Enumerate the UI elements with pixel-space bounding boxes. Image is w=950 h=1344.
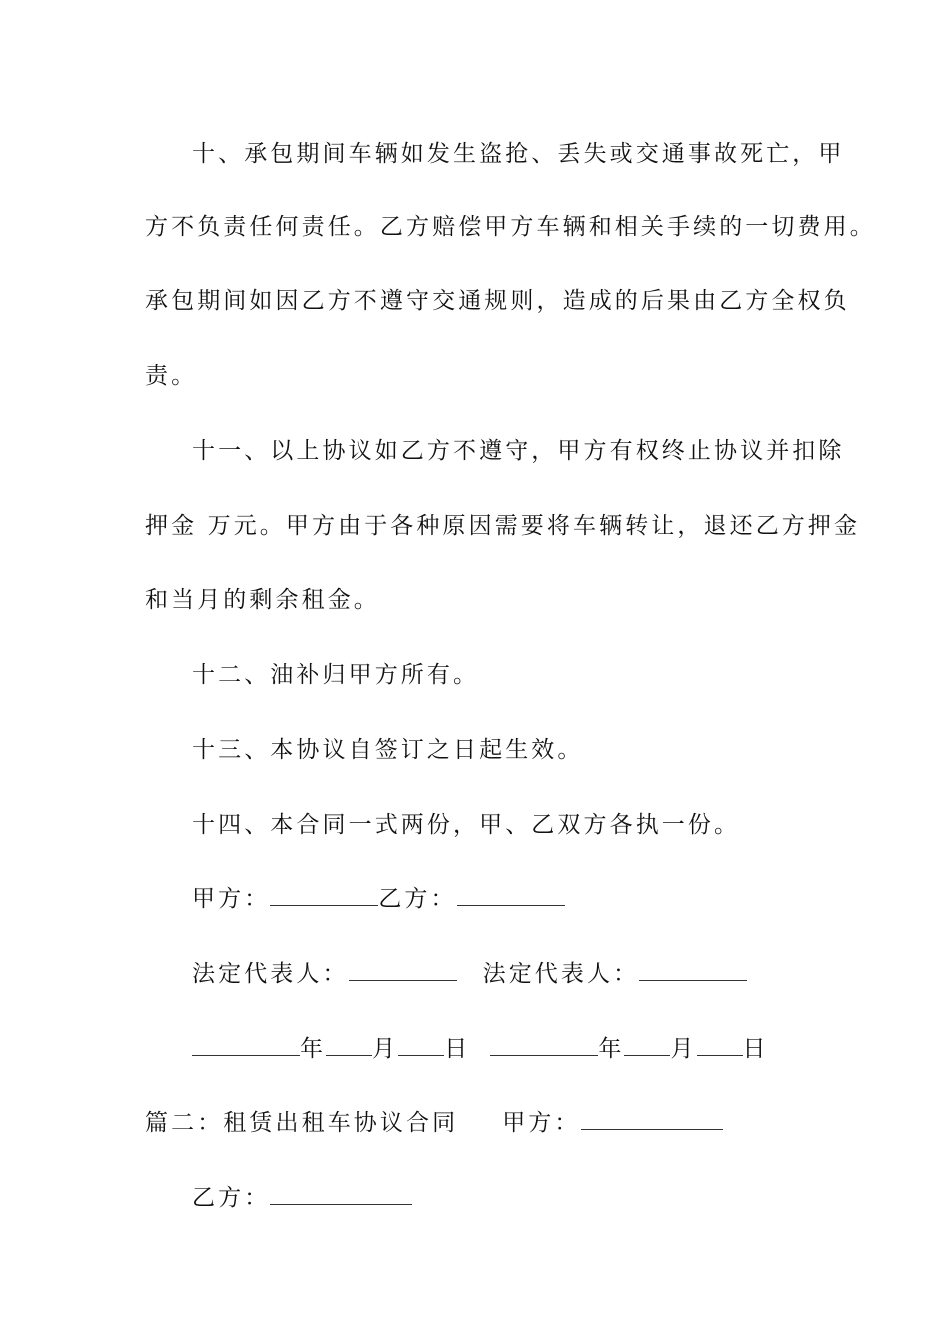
party-b-blank[interactable] bbox=[457, 887, 565, 906]
section2-title-line bbox=[145, 1108, 723, 1138]
paragraph-line: 和当月的剩余租金。 bbox=[145, 587, 380, 613]
legal-rep-b-blank[interactable] bbox=[639, 962, 747, 981]
date-line bbox=[192, 1034, 769, 1064]
paragraph-line: 十二、油补归甲方所有。 bbox=[192, 662, 480, 688]
legal-rep-a-blank[interactable] bbox=[349, 962, 457, 981]
paragraph-line: 责。 bbox=[145, 363, 198, 389]
party-a-blank[interactable] bbox=[270, 887, 378, 906]
year-label: 年 bbox=[300, 1036, 327, 1062]
party-b-label: 乙方： bbox=[378, 886, 457, 912]
month-b-blank[interactable] bbox=[624, 1037, 670, 1056]
paragraph-line: 承包期间如因乙方不遵守交通规则，造成的后果由乙方全权负 bbox=[145, 288, 850, 314]
month-a-blank[interactable] bbox=[326, 1037, 372, 1056]
section2-party-a-label: 甲方： bbox=[502, 1110, 581, 1136]
month-label: 月 bbox=[670, 1036, 697, 1062]
paragraph-line: 方不负责任何责任。乙方赔偿甲方车辆和相关手续的一切费用。 bbox=[145, 214, 876, 240]
paragraph-line: 十四、本合同一式两份，甲、乙双方各执一份。 bbox=[192, 812, 741, 838]
section2-party-a-blank[interactable] bbox=[581, 1111, 723, 1130]
paragraph-line: 十一、以上协议如乙方不遵守，甲方有权终止协议并扣除 bbox=[192, 438, 845, 464]
legal-rep-b-label: 法定代表人： bbox=[482, 961, 640, 987]
paragraph-line: 押金 万元。甲方由于各种原因需要将车辆转让，退还乙方押金 bbox=[145, 513, 861, 539]
year-a-blank[interactable] bbox=[192, 1037, 300, 1056]
paragraph-line: 十、承包期间车辆如发生盗抢、丢失或交通事故死亡，甲 bbox=[192, 141, 845, 167]
section2-party-b-label: 乙方： bbox=[192, 1185, 271, 1211]
legal-rep-line bbox=[192, 959, 747, 989]
party-signature-line bbox=[192, 884, 565, 914]
day-label: 日 bbox=[444, 1036, 471, 1062]
legal-rep-a-label: 法定代表人： bbox=[192, 961, 349, 987]
day-label: 日 bbox=[742, 1036, 769, 1062]
party-a-label: 甲方： bbox=[192, 886, 271, 912]
section2-title: 篇二：租赁出租车协议合同 bbox=[145, 1110, 459, 1136]
day-b-blank[interactable] bbox=[697, 1037, 743, 1056]
day-a-blank[interactable] bbox=[398, 1037, 444, 1056]
section2-party-b-line bbox=[192, 1183, 412, 1213]
year-b-blank[interactable] bbox=[490, 1037, 598, 1056]
section2-party-b-blank[interactable] bbox=[270, 1186, 412, 1205]
year-label: 年 bbox=[598, 1036, 625, 1062]
month-label: 月 bbox=[372, 1036, 399, 1062]
paragraph-line: 十三、本协议自签订之日起生效。 bbox=[192, 737, 584, 763]
